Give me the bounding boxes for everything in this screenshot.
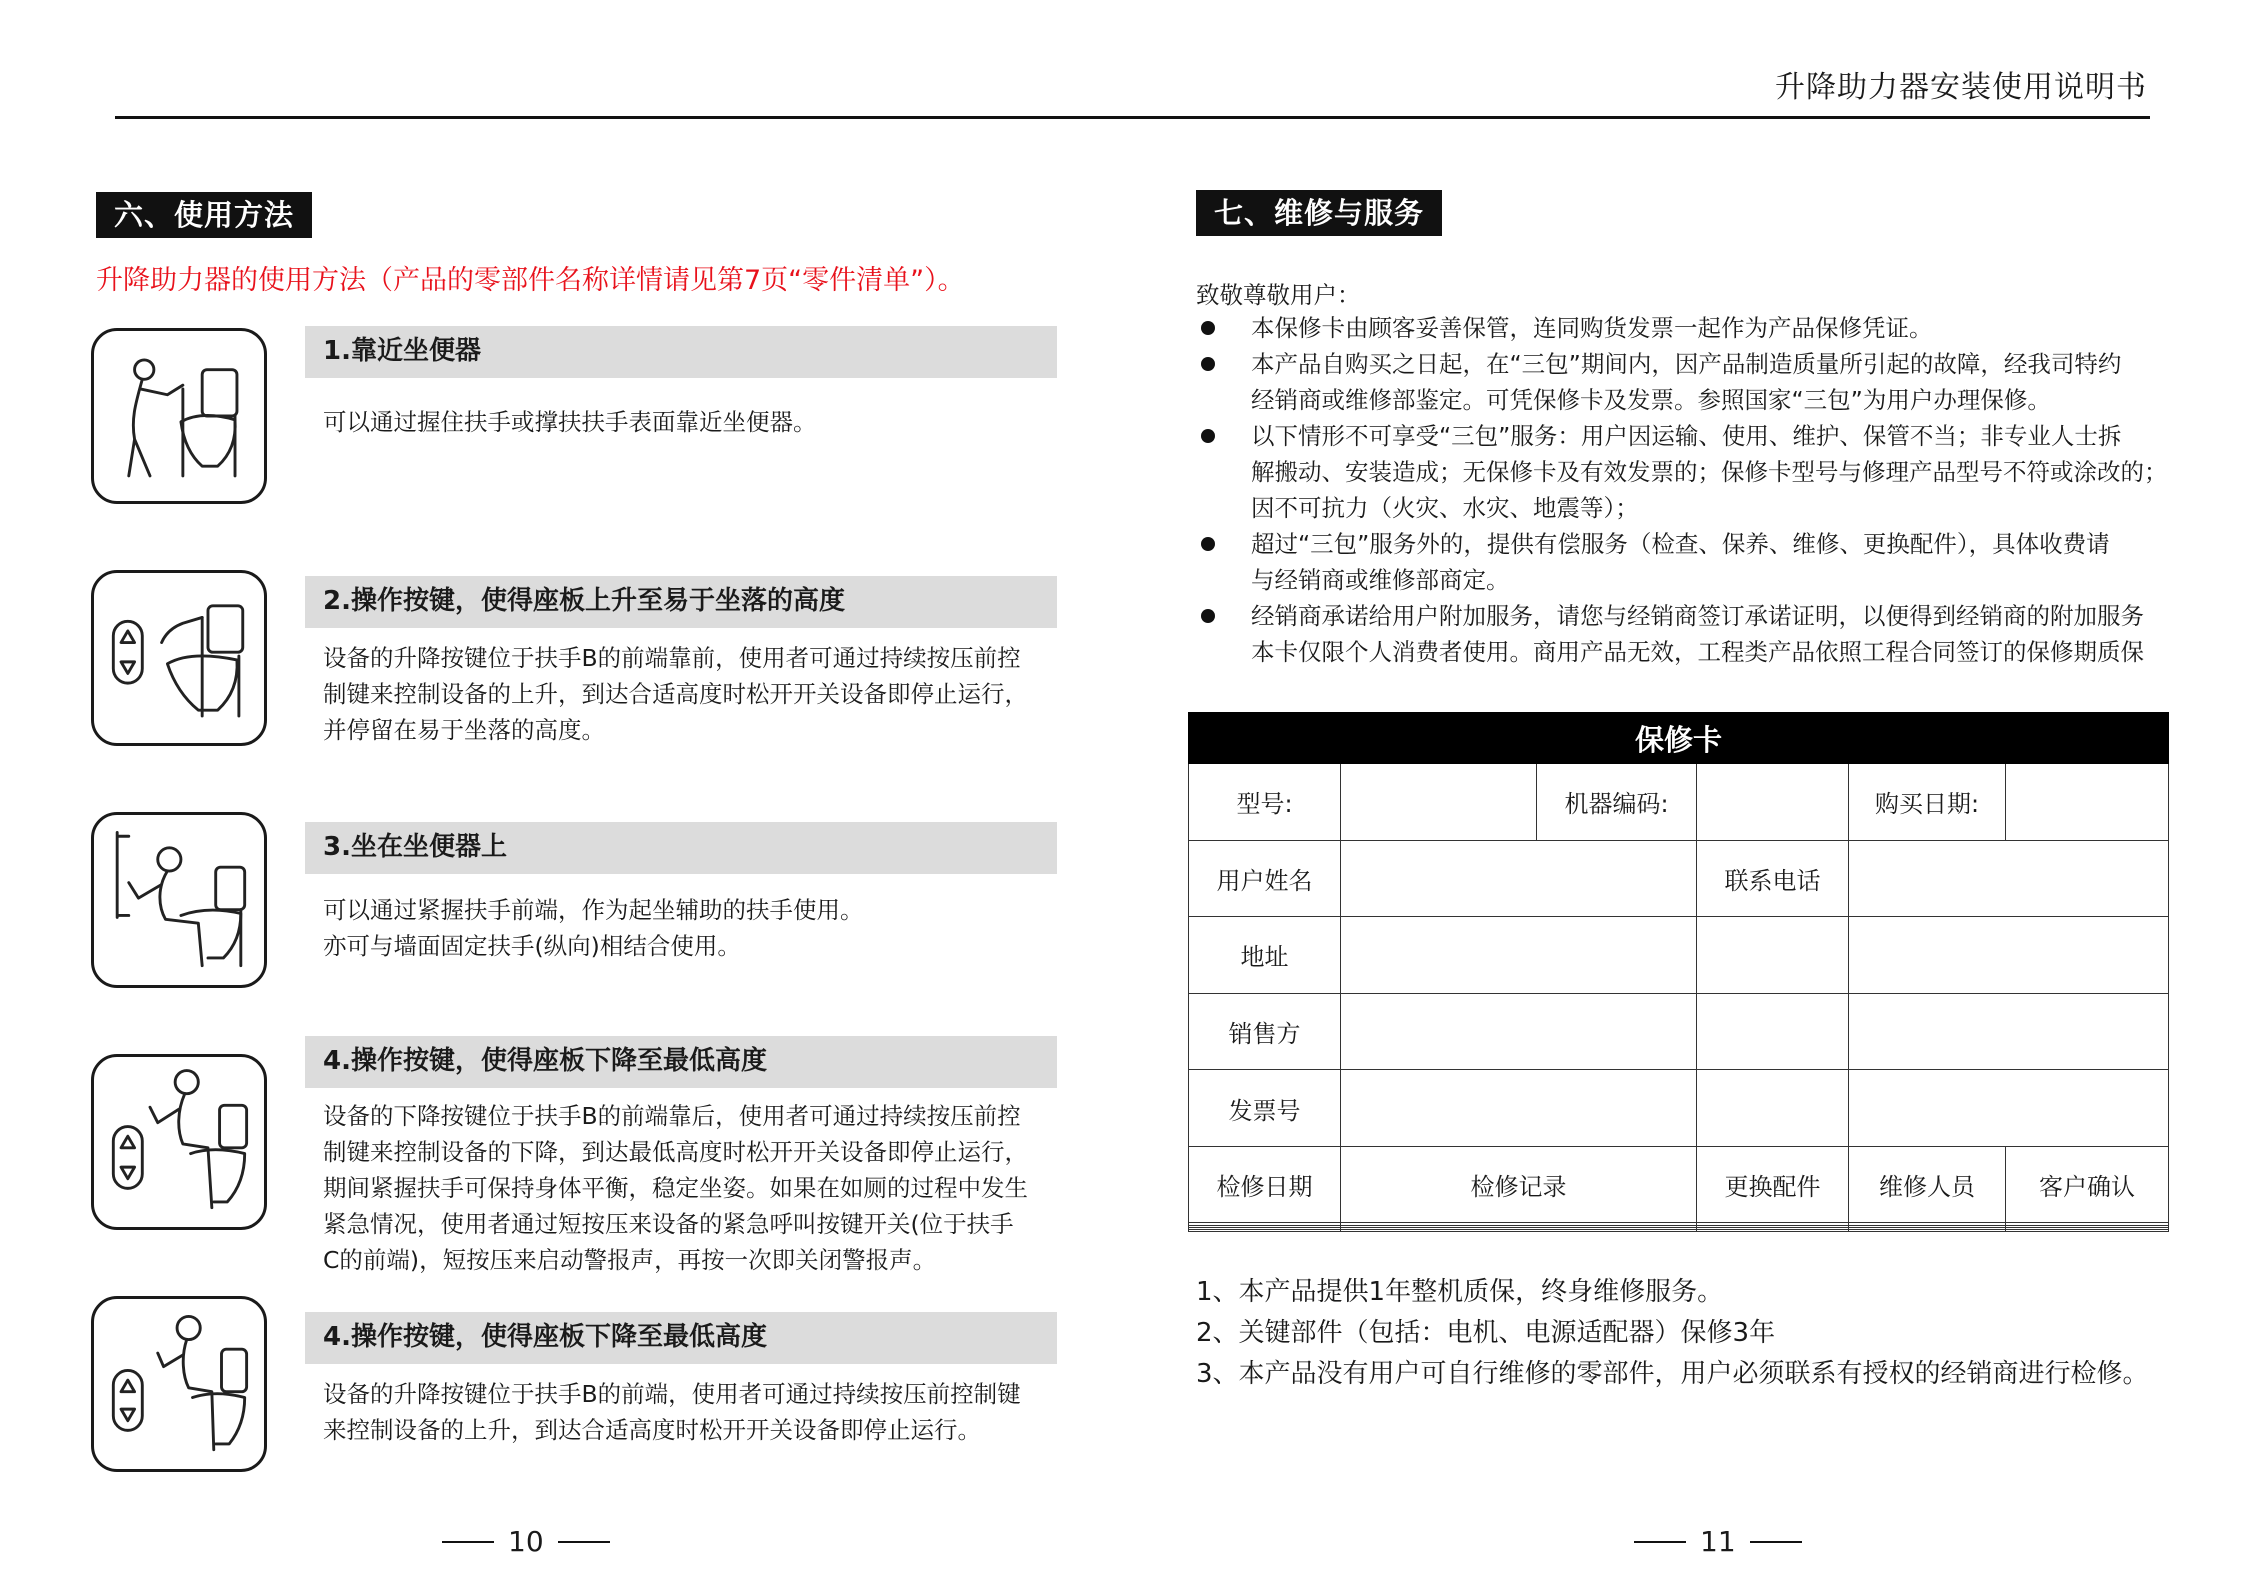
table-cell[interactable]: [1189, 1229, 1341, 1231]
col-header-technician: 维修人员: [1849, 1146, 2006, 1223]
bullet-icon: [1201, 357, 1215, 371]
lower-seat-button-illustration: [91, 1054, 267, 1230]
seller-label: 销售方: [1189, 993, 1341, 1070]
address-value[interactable]: [1341, 917, 1697, 994]
bullet-icon: [1201, 537, 1215, 551]
table-cell[interactable]: [1849, 1229, 2006, 1231]
warranty-notes: 1、本产品提供1年整机质保，终身维修服务。 2、关键部件（包括：电机、电源适配器）保修3年 3、本产品没有用户可自行维修的零部件，用户必须联系有授权的经销商进行检修。: [1196, 1277, 2149, 1389]
step-2-heading: 2.操作按键，使得座板上升至易于坐落的高度: [305, 576, 1057, 628]
section-title-service: 七、维修与服务: [1196, 190, 1442, 236]
table-cell[interactable]: [1849, 1070, 2169, 1147]
invoice-value[interactable]: [1341, 1070, 1697, 1147]
step-2-text: 设备的升降按键位于扶手B的前端靠前，使用者可通过持续按压前控 制键来控制设备的上升，到达合适高度时松开开关设备即停止运行， 并停留在易于坐落的高度。: [323, 644, 1028, 744]
model-label: 型号:: [1189, 764, 1341, 841]
bullet-icon: [1201, 321, 1215, 335]
greeting: 致敬尊敬用户：: [1196, 281, 1361, 309]
list-item: 本保修卡由顾客妥善保管，连同购货发票一起作为产品保修凭证。: [1196, 310, 2176, 346]
col-header-customer-confirm: 客户确认: [2006, 1146, 2169, 1223]
sit-on-toilet-illustration: [91, 812, 267, 988]
serial-value[interactable]: [1697, 764, 1849, 841]
step-4-text: 设备的下降按键位于扶手B的前端靠后，使用者可通过持续按压前控 制键来控制设备的下降，到达最低高度时松开开关设备即停止运行， 期间紧握扶手可保持身体平衡，稳定坐姿。如果在如厕的过程中发生 紧急情况，使用者通过短按压来设备的紧急呼叫按键开关(位于扶手 C的前端)，短按压来启动警报声，再按一次即关闭警报声。: [323, 1102, 1028, 1274]
table-cell[interactable]: [1849, 993, 2169, 1070]
step-5-heading: 4.操作按键，使得座板下降至最低高度: [305, 1312, 1057, 1364]
approach-toilet-illustration: [91, 328, 267, 504]
section-title-usage: 六、使用方法: [96, 192, 312, 238]
step-4-heading: 4.操作按键，使得座板下降至最低高度: [305, 1036, 1057, 1088]
warranty-terms-list: [1196, 310, 2176, 670]
step-1-text: 可以通过握住扶手或撑扶扶手表面靠近坐便器。: [323, 408, 817, 436]
bullet-icon: [1201, 609, 1215, 623]
warranty-card-table: [1188, 712, 2169, 1232]
table-row: [1189, 1229, 2169, 1231]
serial-label: 机器编码:: [1537, 764, 1697, 841]
table-cell[interactable]: [1697, 993, 1849, 1070]
page-number-left: 10: [442, 1525, 610, 1558]
invoice-label: 发票号: [1189, 1070, 1341, 1147]
list-item: 以下情形不可享受“三包”服务：用户因运输、使用、维护、保管不当；非专业人士拆 解搬动、安装造成；无保修卡及有效发票的；保修卡型号与修理产品型号不符或涂改的； 因不可抗力（火灾、水灾、地震等）；: [1196, 418, 2176, 526]
phone-label: 联系电话: [1697, 840, 1849, 917]
col-header-service-record: 检修记录: [1341, 1146, 1697, 1223]
phone-value[interactable]: [1849, 840, 2169, 917]
seller-value[interactable]: [1341, 993, 1697, 1070]
page-number-right: 11: [1634, 1525, 1802, 1558]
table-cell[interactable]: [1697, 1229, 1849, 1231]
document-title: 升降助力器安装使用说明书: [1775, 70, 2147, 105]
step-1-heading: 1.靠近坐便器: [305, 326, 1057, 378]
table-cell[interactable]: [1697, 1070, 1849, 1147]
warranty-card-title: 保修卡: [1189, 713, 2169, 764]
user-name-label: 用户姓名: [1189, 840, 1341, 917]
table-cell[interactable]: [2006, 1229, 2169, 1231]
header-divider: [115, 116, 2150, 119]
raise-to-stand-illustration: [91, 1296, 267, 1472]
model-value[interactable]: [1341, 764, 1537, 841]
usage-intro: 升降助力器的使用方法（产品的零部件名称详情请见第7页“零件清单”）。: [96, 265, 965, 296]
col-header-replaced-parts: 更换配件: [1697, 1146, 1849, 1223]
address-label: 地址: [1189, 917, 1341, 994]
bullet-icon: [1201, 429, 1215, 443]
user-name-value[interactable]: [1341, 840, 1697, 917]
raise-seat-button-illustration: [91, 570, 267, 746]
list-item: 经销商承诺给用户附加服务，请您与经销商签订承诺证明，以便得到经销商的附加服务 本卡仅限个人消费者使用。商用产品无效，工程类产品依照工程合同签订的保修期质保: [1196, 598, 2176, 670]
table-cell[interactable]: [1697, 917, 1849, 994]
purchase-date-value[interactable]: [2006, 764, 2169, 841]
step-5-text: 设备的升降按键位于扶手B的前端，使用者可通过持续按压前控制键 来控制设备的上升，到达合适高度时松开开关设备即停止运行。: [323, 1380, 1021, 1444]
step-3-heading: 3.坐在坐便器上: [305, 822, 1057, 874]
list-item: 超过“三包”服务外的，提供有偿服务（检查、保养、维修、更换配件），具体收费请 与经销商或维修部商定。: [1196, 526, 2176, 598]
col-header-service-date: 检修日期: [1189, 1146, 1341, 1223]
table-cell[interactable]: [1341, 1229, 1697, 1231]
table-cell[interactable]: [1849, 917, 2169, 994]
list-item: 本产品自购买之日起，在“三包”期间内，因产品制造质量所引起的故障，经我司特约 经销商或维修部鉴定。可凭保修卡及发票。参照国家“三包”为用户办理保修。: [1196, 346, 2176, 418]
step-3-text: 可以通过紧握扶手前端，作为起坐辅助的扶手使用。 亦可与墙面固定扶手(纵向)相结合使用。: [323, 896, 864, 960]
purchase-date-label: 购买日期:: [1849, 764, 2006, 841]
